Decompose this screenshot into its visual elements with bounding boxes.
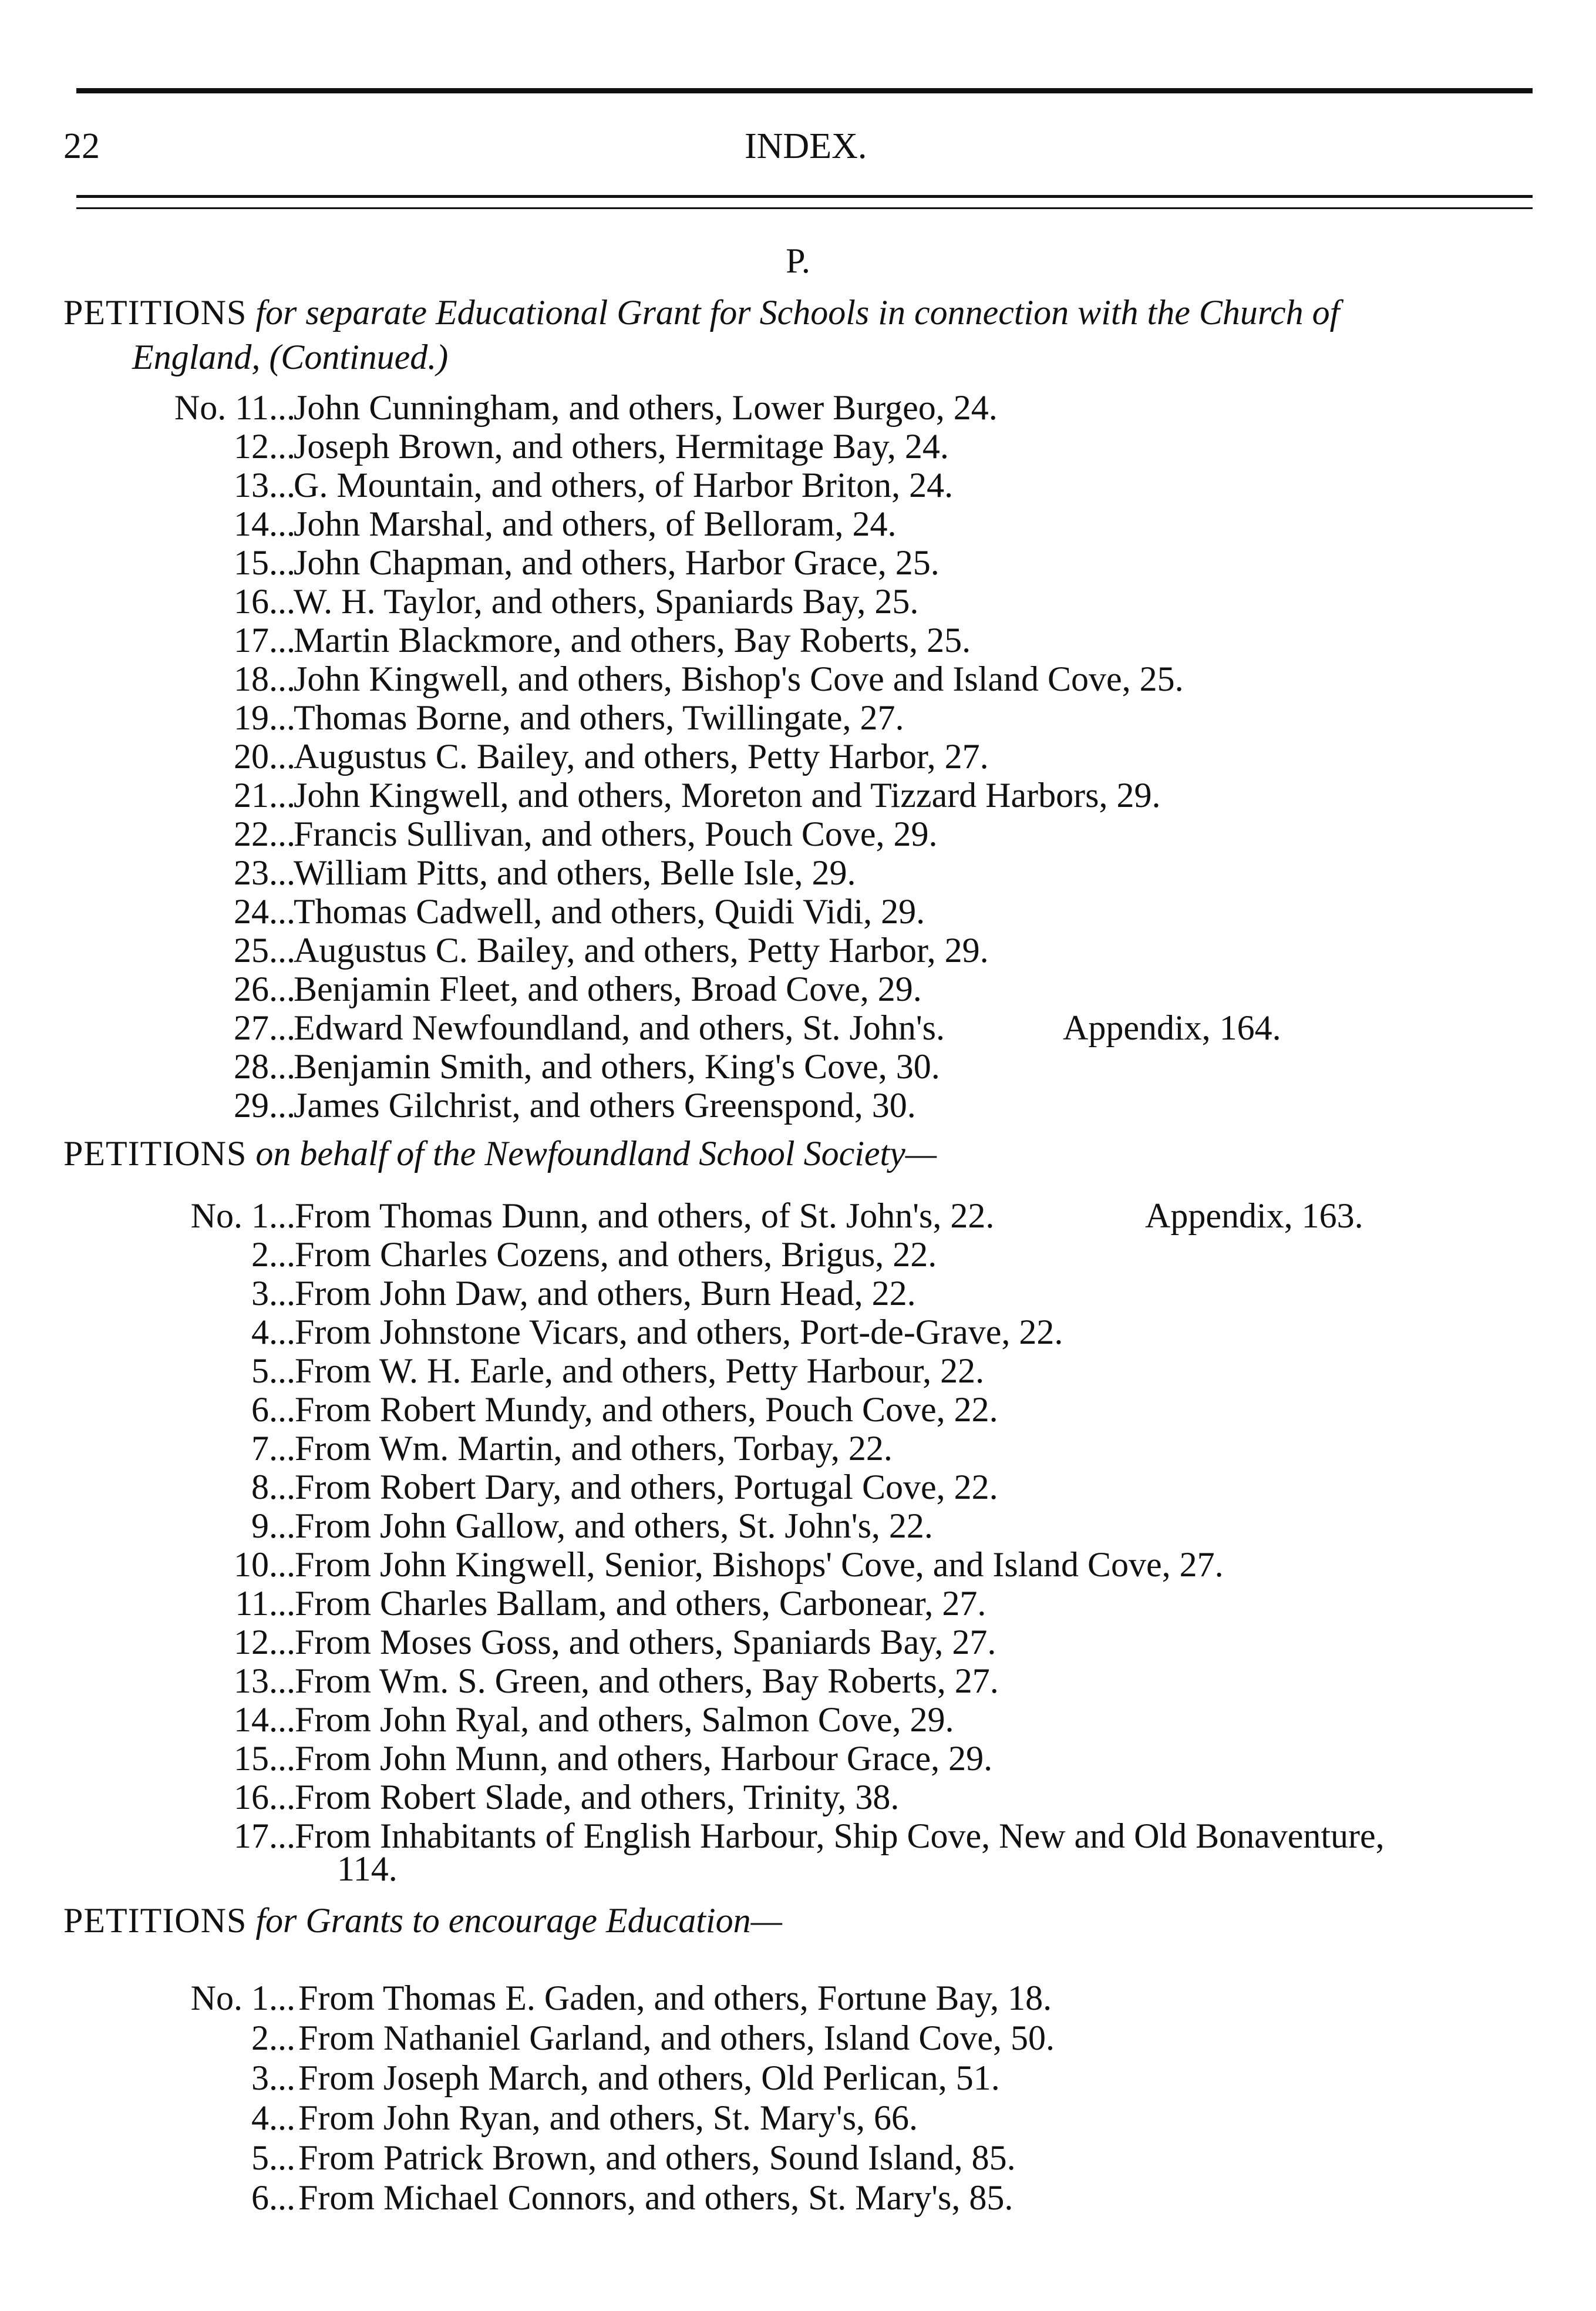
index-entry (0, 506, 1596, 545)
entry-number: 18... (234, 660, 295, 698)
entry-text: W. H. Taylor, and others, Spaniards Bay, 25. (294, 582, 919, 621)
index-entry (0, 467, 1596, 506)
entry-number: 24... (234, 892, 295, 931)
index-entry (0, 894, 1596, 933)
entry-text: From John Munn, and others, Harbour Grace, 29. (295, 1739, 993, 1778)
index-entry (0, 1586, 1596, 1624)
heading-caps: PETITIONS (63, 1134, 247, 1173)
heading-description: for Grants to encourage Education— (255, 1901, 782, 1940)
entry-text: From Robert Mundy, and others, Pouch Cove, 22. (295, 1390, 998, 1429)
entry-number: 3... (251, 1274, 295, 1313)
index-entry (0, 1431, 1596, 1469)
top-rule (76, 88, 1533, 93)
entry-text: Augustus C. Bailey, and others, Petty Harbor, 27. (294, 737, 989, 776)
index-entry (0, 1663, 1596, 1702)
index-entry (0, 2020, 1596, 2059)
entry-text: From Patrick Brown, and others, Sound Island, 85. (298, 2138, 1016, 2177)
entry-number: 9... (251, 1506, 295, 1545)
entry-number: No. 1... (190, 1196, 295, 1235)
entry-text: From Moses Goss, and others, Spaniards Bay, 27. (295, 1623, 996, 1661)
entry-number: 7... (251, 1429, 295, 1468)
entry-text: From Inhabitants of English Harbour, Ship Cove, New and Old Bonaventure, (295, 1816, 1385, 1855)
entry-number: 17... (234, 621, 295, 660)
index-entry (0, 1818, 1596, 1857)
entry-text: From W. H. Earle, and others, Petty Harbour, 22. (295, 1351, 985, 1390)
entry-number: 25... (234, 931, 295, 970)
entry-number: 16... (234, 582, 295, 621)
index-entry (0, 390, 1596, 429)
entry-text: From Wm. Martin, and others, Torbay, 22. (295, 1429, 893, 1468)
index-entry (0, 1741, 1596, 1779)
entry-text: John Kingwell, and others, Moreton and Tizzard Harbors, 29. (294, 776, 1161, 815)
entry-number: 6... (251, 1390, 295, 1429)
entry-text: John Cunningham, and others, Lower Burgeo, 24. (294, 388, 998, 427)
entry-text: From Nathaniel Garland, and others, Island Cove, 50. (298, 2019, 1055, 2057)
index-entry (0, 1353, 1596, 1392)
page-number: 22 (63, 126, 100, 166)
section-heading (63, 1903, 782, 1938)
entry-number: 16... (234, 1778, 295, 1816)
entry-text: From Charles Cozens, and others, Brigus, 22. (295, 1235, 937, 1274)
entry-text: From John Daw, and others, Burn Head, 22. (295, 1274, 916, 1313)
entry-number: 17... (234, 1816, 295, 1855)
index-entry (0, 1392, 1596, 1431)
entry-number: 10... (234, 1545, 295, 1584)
index-entry (0, 1276, 1596, 1314)
entry-text: From Michael Connors, and others, St. Mary's, 85. (298, 2178, 1014, 2217)
entry-number: No. 1... (190, 1979, 295, 2017)
section-letter: P. (786, 241, 810, 280)
entry-number: 12... (234, 427, 295, 466)
entry-continuation: 114. (337, 1849, 398, 1888)
entry-text: Thomas Cadwell, and others, Quidi Vidi, 29. (294, 892, 925, 931)
entry-text: Benjamin Fleet, and others, Broad Cove, 29. (294, 970, 922, 1008)
entry-number: 15... (234, 1739, 295, 1778)
entry-number: 15... (234, 543, 295, 582)
header-rule-thin (76, 207, 1533, 209)
section-heading (63, 295, 1339, 330)
entry-text: From John Gallow, and others, St. John's, 22. (295, 1506, 933, 1545)
index-entry (0, 1508, 1596, 1547)
entry-text: Martin Blackmore, and others, Bay Roberts, 25. (294, 621, 971, 660)
entry-number: 14... (234, 504, 295, 543)
index-entry (0, 584, 1596, 623)
entry-text: From Robert Dary, and others, Portugal Cove, 22. (295, 1468, 998, 1506)
entry-text: Thomas Borne, and others, Twillingate, 27. (294, 698, 904, 737)
entry-number: 22... (234, 815, 295, 853)
entry-text: Augustus C. Bailey, and others, Petty Harbor, 29. (294, 931, 989, 970)
entry-text: James Gilchrist, and others Greenspond, 30. (294, 1086, 916, 1125)
index-entry (0, 1049, 1596, 1088)
index-entry (0, 778, 1596, 816)
entry-number: 21... (234, 776, 295, 815)
index-entry (0, 739, 1596, 778)
index-entry (0, 1779, 1596, 1818)
entry-text: Francis Sullivan, and others, Pouch Cove, 29. (294, 815, 938, 853)
entry-text: From Charles Ballam, and others, Carbonear, 27. (295, 1584, 986, 1623)
entry-number: 13... (234, 466, 295, 504)
entry-number: 27... (234, 1008, 295, 1047)
entry-number: 28... (234, 1047, 295, 1086)
entry-number: 19... (234, 698, 295, 737)
entry-number: 20... (234, 737, 295, 776)
index-entry (0, 1547, 1596, 1586)
entry-text: From Thomas Dunn, and others, of St. John's, 22. (295, 1196, 995, 1235)
index-entry (0, 1980, 1596, 2019)
header-rule-thick (76, 195, 1533, 198)
entry-text: From John Ryan, and others, St. Mary's, 66. (298, 2098, 918, 2137)
entry-number: No. 11... (174, 388, 295, 427)
index-entry (0, 1237, 1596, 1276)
index-entry (0, 933, 1596, 971)
index-entry (0, 700, 1596, 739)
entry-text: Joseph Brown, and others, Hermitage Bay, 24. (294, 427, 949, 466)
appendix-ref: Appendix, 163. (1145, 1196, 1363, 1235)
entry-number: 4... (251, 2098, 295, 2137)
index-entry (0, 1702, 1596, 1741)
heading-description: for separate Educational Grant for Schools in connection with the Church of (255, 293, 1340, 332)
index-entry (0, 1088, 1596, 1126)
entry-number: 2... (251, 2019, 295, 2057)
entry-text: From John Ryal, and others, Salmon Cove, 29. (295, 1700, 954, 1739)
index-entry (0, 2060, 1596, 2099)
heading-continuation: England, (Continued.) (132, 338, 449, 376)
entry-text: William Pitts, and others, Belle Isle, 29. (294, 853, 856, 892)
index-entry (0, 429, 1596, 467)
entry-number: 23... (234, 853, 295, 892)
heading-caps: PETITIONS (63, 293, 247, 332)
entry-number: 3... (251, 2058, 295, 2097)
index-entry (0, 2100, 1596, 2139)
entry-number: 29... (234, 1086, 295, 1125)
entry-number: 2... (251, 1235, 295, 1274)
entry-number: 8... (251, 1468, 295, 1506)
heading-caps: PETITIONS (63, 1901, 247, 1940)
section-heading (63, 1136, 937, 1171)
index-entry (0, 1198, 1596, 1237)
entry-text: From Thomas E. Gaden, and others, Fortune Bay, 18. (298, 1979, 1052, 2017)
entry-text: From Robert Slade, and others, Trinity, 38. (295, 1778, 900, 1816)
entry-text: From Wm. S. Green, and others, Bay Roberts, 27. (295, 1661, 999, 1700)
entry-number: 4... (251, 1313, 295, 1351)
index-entry (0, 1469, 1596, 1508)
entry-text: From John Kingwell, Senior, Bishops' Cove, and Island Cove, 27. (295, 1545, 1224, 1584)
appendix-ref: Appendix, 164. (1063, 1008, 1281, 1047)
entry-number: 14... (234, 1700, 295, 1739)
entry-number: 26... (234, 970, 295, 1008)
index-entry (0, 1314, 1596, 1353)
heading-description: on behalf of the Newfoundland School Society— (255, 1134, 937, 1173)
index-entry (0, 816, 1596, 855)
entry-text: From Johnstone Vicars, and others, Port-de-Grave, 22. (295, 1313, 1063, 1351)
index-entry (0, 1624, 1596, 1663)
index-entry (0, 971, 1596, 1010)
index-entry (0, 1010, 1596, 1049)
entry-text: Edward Newfoundland, and others, St. John's. (294, 1008, 945, 1047)
entry-number: 6... (251, 2178, 295, 2217)
entry-text: John Kingwell, and others, Bishop's Cove and Island Cove, 25. (294, 660, 1184, 698)
entry-text: Benjamin Smith, and others, King's Cove, 30. (294, 1047, 940, 1086)
index-entry (0, 855, 1596, 894)
index-entry (0, 2140, 1596, 2179)
index-entry (0, 2180, 1596, 2219)
index-entry (0, 545, 1596, 584)
index-entry (0, 623, 1596, 661)
index-entry (0, 661, 1596, 700)
entry-text: From Joseph March, and others, Old Perlican, 51. (298, 2058, 1000, 2097)
entry-number: 12... (234, 1623, 295, 1661)
entry-number: 13... (234, 1661, 295, 1700)
entry-number: 11... (235, 1584, 295, 1623)
entry-text: John Marshal, and others, of Belloram, 24. (294, 504, 897, 543)
entry-number: 5... (251, 1351, 295, 1390)
entry-text: John Chapman, and others, Harbor Grace, 25. (294, 543, 940, 582)
entry-number: 5... (251, 2138, 295, 2177)
entry-text: G. Mountain, and others, of Harbor Briton, 24. (294, 466, 954, 504)
running-title: INDEX. (745, 126, 867, 166)
